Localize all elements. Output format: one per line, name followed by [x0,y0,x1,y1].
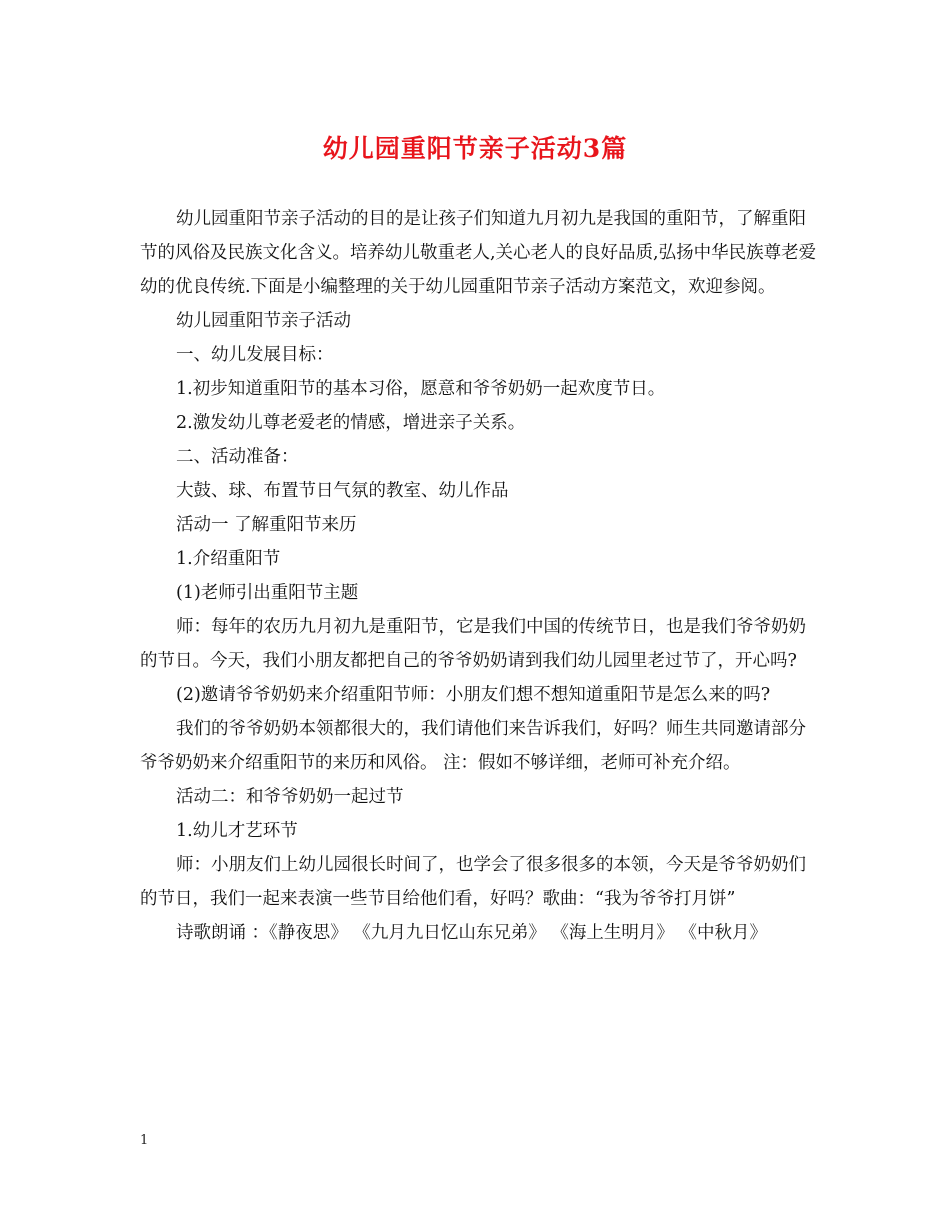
paragraph-intro-festival: 1.介绍重阳节 [176,549,281,569]
paragraph-goals-heading: 一、幼儿发展目标： [176,345,334,365]
paragraph-goal-1: 1.初步知道重阳节的基本习俗，愿意和爷爷奶奶一起欢度节日。 [176,379,666,399]
paragraph-prep-heading: 二、活动准备： [176,447,299,467]
paragraph-invite: 我们的爷爷奶奶本领都很大的，我们请他们来告诉我们，好吗？师生共同邀请部分爷爷奶奶来介绍重阳节的来历和风俗。 注：假如不够详细，老师可补充介绍。 [140,719,806,773]
paragraph-talent: 1.幼儿才艺环节 [176,821,298,841]
paragraph-intro: 幼儿园重阳节亲子活动的目的是让孩子们知道九月初九是我国的重阳节，了解重阳节的风俗及民族文化含义。培养幼儿敬重老人,关心老人的良好品质,弘扬中华民族尊老爱幼的优良传统.下面是小编整理的关于幼儿园重阳节亲子活动方案范文，欢迎参阅。 [140,209,817,297]
paragraph-activity-2: 活动二：和爷爷奶奶一起过节 [176,787,404,807]
paragraph-teacher-1: 师：每年的农历九月初九是重阳节，它是我们中国的传统节日，也是我们爷爷奶奶的节日。今天，我们小朋友都把自己的爷爷奶奶请到我们幼儿园里老过节了，开心吗? [140,617,806,671]
paragraph-heading-activity: 幼儿园重阳节亲子活动 [176,311,351,331]
paragraph-teacher-2: 师：小朋友们上幼儿园很长时间了，也学会了很多很多的本领，今天是爷爷奶奶们的节日，我们一起来表演一些节目给他们看，好吗？歌曲：“我为爷爷打月饼” [140,855,806,909]
paragraph-step-2: (2)邀请爷爷奶奶来介绍重阳节师：小朋友们想不想知道重阳节是怎么来的吗? [176,685,771,705]
paragraph-poems: 诗歌朗诵 ：《静夜思》 《九月九日忆山东兄弟》 《海上生明月》 《中秋月》 [176,923,767,943]
paragraph-step-1: (1)老师引出重阳节主题 [176,583,359,603]
paragraph-activity-1: 活动一 了解重阳节来历 [176,515,357,535]
document-title: 幼儿园重阳节亲子活动3篇 [322,134,628,163]
page-number: 1 [140,1133,149,1148]
paragraph-prep-items: 大鼓、球、布置节日气氛的教室、幼儿作品 [176,481,509,501]
document-body [140,202,820,950]
paragraph-goal-2: 2.激发幼儿尊老爱老的情感，增进亲子关系。 [176,413,526,433]
